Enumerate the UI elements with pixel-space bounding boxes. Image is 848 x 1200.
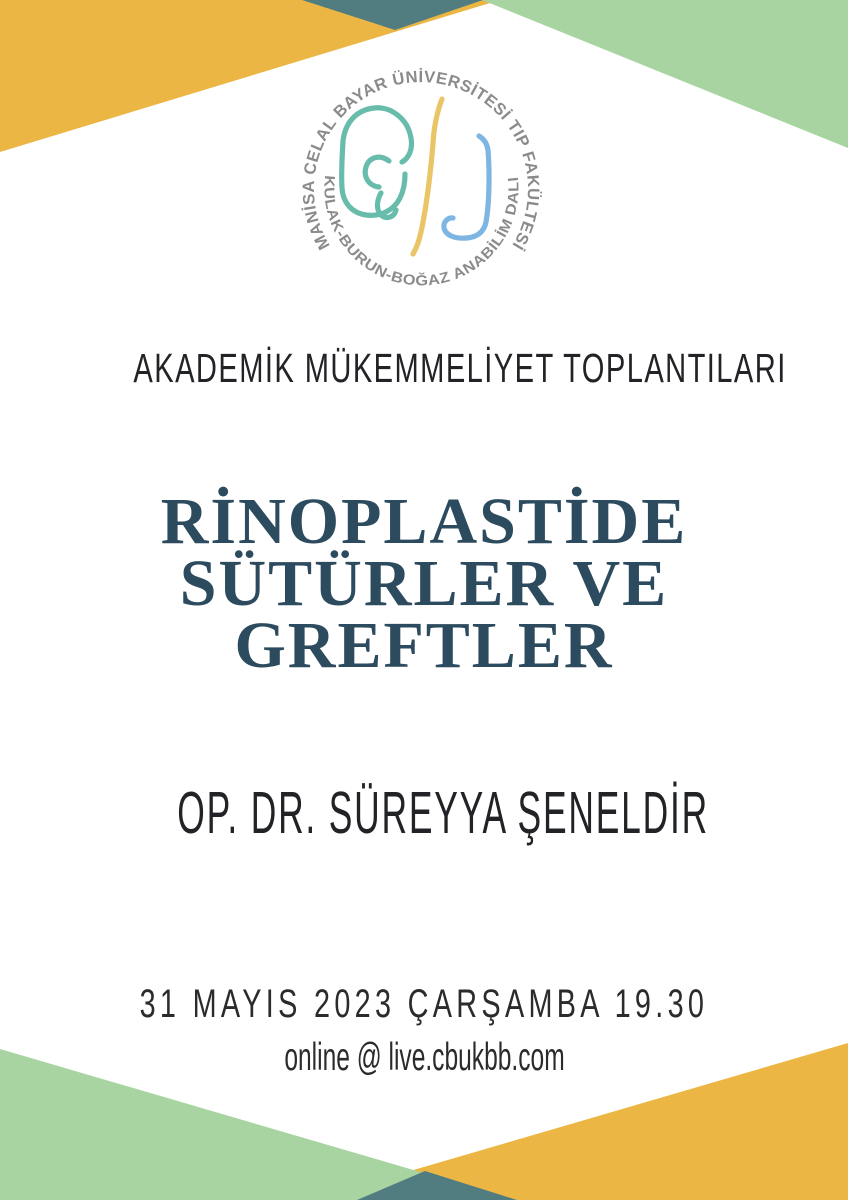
speaker-name bbox=[0, 780, 848, 846]
talk-title-line: GREFTLER bbox=[234, 609, 614, 682]
logo-outer-text: MANİSA CELAL BAYAR ÜNİVERSİTESİ TIP FAKÜLTESİ bbox=[299, 68, 543, 254]
talk-title bbox=[0, 485, 848, 682]
kbb-logo bbox=[300, 68, 543, 289]
series-title bbox=[0, 346, 848, 390]
event-datetime-text: 31 MAYIS 2023 ÇARŞAMBA 19.30 bbox=[139, 982, 709, 1026]
stream-url-text: online @ live.cbukbb.com bbox=[283, 1036, 565, 1079]
logo-inner-text: KULAK-BURUN-BOĞAZ ANABİLİM DALI bbox=[320, 174, 523, 290]
stream-url bbox=[0, 1038, 848, 1077]
ear-icon bbox=[342, 108, 412, 218]
slash-icon bbox=[413, 99, 442, 254]
talk-title-line: SÜTÜRLER VE bbox=[179, 547, 669, 620]
talk-title-line: RİNOPLASTİDE bbox=[160, 485, 688, 558]
top-right-triangle bbox=[482, 0, 848, 148]
event-datetime bbox=[0, 984, 848, 1024]
speaker-name-text: OP. DR. SÜREYYA ŞENELDİR bbox=[177, 780, 709, 846]
nose-icon bbox=[444, 136, 489, 238]
series-title-text: AKADEMİK MÜKEMMELİYET TOPLANTILARI bbox=[133, 345, 787, 391]
